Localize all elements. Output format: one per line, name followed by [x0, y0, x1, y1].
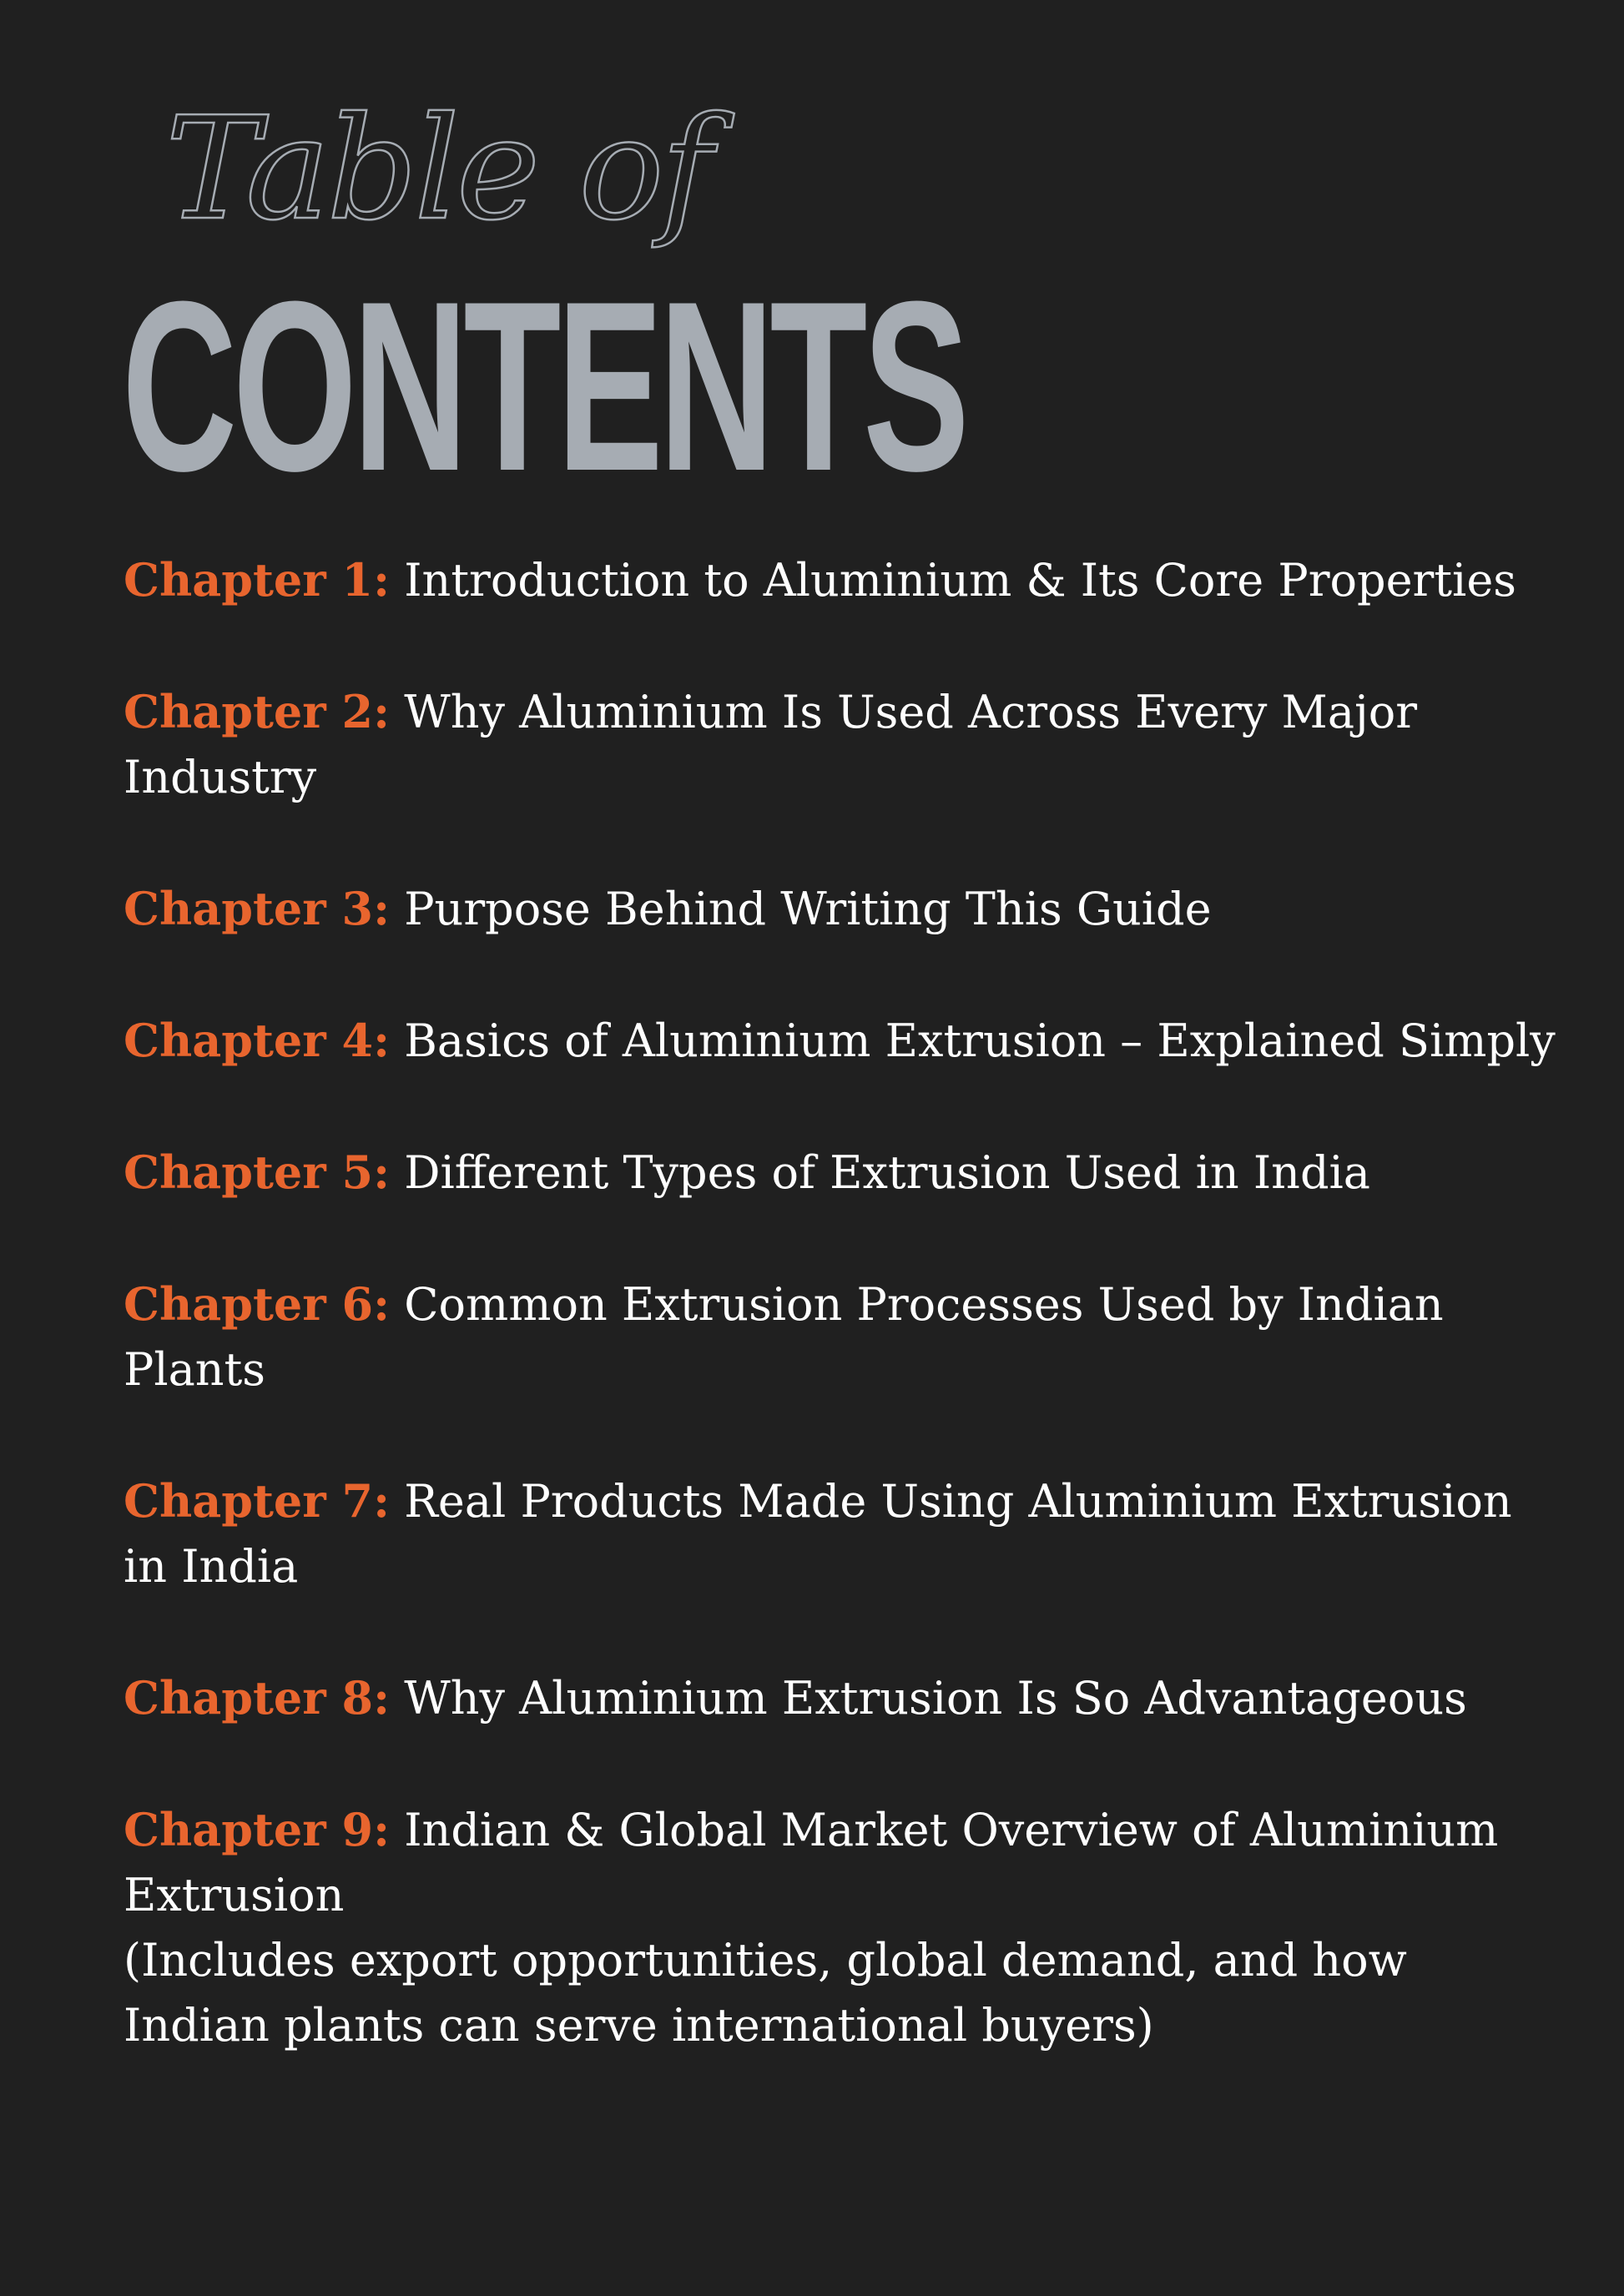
chapter-item-9 — [124, 1797, 1559, 2058]
chapter-item-4 — [124, 1008, 1559, 1074]
chapter-label: Chapter 1: — [124, 553, 391, 607]
chapter-title: Real Products Made Using Aluminium Extrusion in India — [124, 1475, 1512, 1593]
chapter-list — [124, 547, 1559, 2124]
chapter-label: Chapter 8: — [124, 1671, 391, 1725]
chapter-title: Why Aluminium Extrusion Is So Advantageous — [404, 1672, 1467, 1725]
chapter-item-7 — [124, 1468, 1559, 1599]
chapter-label: Chapter 6: — [124, 1277, 391, 1331]
chapter-title: Common Extrusion Processes Used by Indian Plants — [124, 1278, 1444, 1396]
chapter-item-5 — [124, 1140, 1559, 1206]
heading-script: Table of — [165, 87, 710, 252]
chapter-label: Chapter 9: — [124, 1803, 391, 1856]
chapter-title: Basics of Aluminium Extrusion – Explained Simply — [404, 1015, 1556, 1067]
chapter-title: Indian & Global Market Overview of Aluminium Extrusion — [124, 1804, 1499, 1921]
chapter-title: Introduction to Aluminium & Its Core Properties — [404, 554, 1517, 607]
chapter-item-2 — [124, 679, 1559, 810]
chapter-item-8 — [124, 1665, 1559, 1731]
chapter-item-1 — [124, 547, 1559, 613]
chapter-label: Chapter 4: — [124, 1014, 391, 1067]
chapter-label: Chapter 2: — [124, 685, 391, 738]
chapter-item-3 — [124, 876, 1559, 942]
chapter-label: Chapter 5: — [124, 1145, 391, 1199]
chapter-item-6 — [124, 1271, 1559, 1402]
chapter-title: Different Types of Extrusion Used in India — [404, 1146, 1370, 1199]
chapter-title: Why Aluminium Is Used Across Every Major Industry — [124, 686, 1418, 803]
chapter-title: Purpose Behind Writing This Guide — [404, 883, 1212, 935]
chapter-label: Chapter 3: — [124, 882, 391, 935]
chapter-label: Chapter 7: — [124, 1474, 391, 1528]
heading-contents: CONTENTS — [122, 251, 966, 521]
chapter-note: (Includes export opportunities, global demand, and how Indian plants can serve international buyers) — [124, 1934, 1407, 2052]
